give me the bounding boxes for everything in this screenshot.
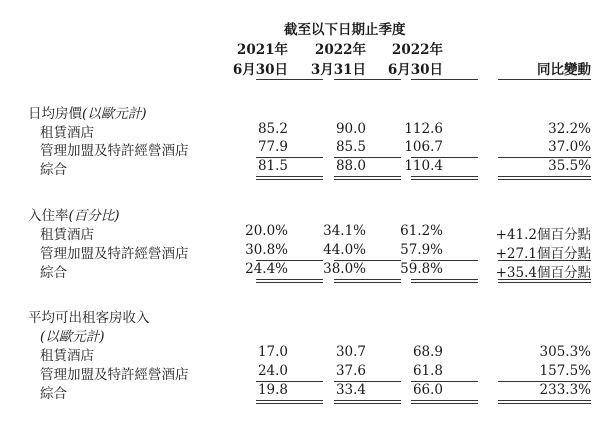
table-cell: 157.5%: [539, 363, 591, 379]
section-title-suffix: (以歐元計): [40, 329, 105, 345]
col2-year: 2022年: [314, 42, 366, 58]
table-cell: 61.8: [412, 363, 443, 379]
table-cell: 30.7: [335, 344, 366, 360]
table-cell: 85.2: [257, 121, 288, 137]
table-cell: 66.0: [412, 382, 443, 398]
row-label: 租賃酒店: [40, 348, 94, 364]
table-cell: 38.0%: [323, 261, 366, 277]
section-title-occupancy: [28, 204, 120, 224]
table-cell: +27.1個百分點: [495, 246, 591, 262]
total-rule: [334, 279, 401, 283]
total-rule: [411, 176, 478, 180]
change-label: 同比變動: [537, 62, 591, 78]
row-label: 管理加盟及特許經營酒店: [40, 246, 189, 262]
total-rule: [411, 400, 478, 404]
table-cell: 17.0: [257, 344, 288, 360]
header-rule-1: [256, 79, 323, 80]
table-cell: 305.3%: [539, 344, 591, 360]
table-cell: 61.2%: [400, 223, 443, 239]
total-rule: [411, 279, 478, 283]
total-rule: [256, 176, 323, 180]
total-rule: [256, 400, 323, 404]
total-rule: [334, 400, 401, 404]
row-label: 綜合: [40, 162, 67, 178]
row-label: 管理加盟及特許經營酒店: [40, 367, 189, 383]
table-cell: 24.0: [257, 363, 288, 379]
header-rule-2: [334, 79, 401, 80]
table-cell: +41.2個百分點: [495, 227, 591, 243]
table-cell: 33.4: [335, 382, 366, 398]
table-cell: 81.5: [257, 158, 288, 174]
table-cell: 57.9%: [400, 242, 443, 258]
table-cell: 110.4: [404, 158, 443, 174]
table-cell: 68.9: [412, 344, 443, 360]
row-label: 租賃酒店: [40, 227, 94, 243]
table-cell: 59.8%: [400, 261, 443, 277]
col1-year: 2021年: [236, 42, 288, 58]
table-cell: 77.9: [257, 139, 288, 155]
table-cell: +35.4個百分點: [495, 265, 591, 281]
table-cell: 19.8: [257, 382, 288, 398]
table-cell: 37.6: [335, 363, 366, 379]
table-cell: 88.0: [335, 158, 366, 174]
total-rule: [256, 279, 323, 283]
table-cell: 24.4%: [245, 261, 288, 277]
row-label: 綜合: [40, 265, 67, 281]
section-title-text: 日均房價: [28, 106, 82, 122]
table-cell: 35.5%: [548, 158, 591, 174]
section-title-text: 入住率: [28, 208, 69, 224]
total-rule: [498, 400, 591, 404]
section-title-suffix: (以歐元計): [82, 106, 147, 122]
table-cell: 34.1%: [323, 223, 366, 239]
table-cell: 44.0%: [323, 242, 366, 258]
row-label: 管理加盟及特許經營酒店: [40, 143, 189, 159]
table-cell: 112.6: [404, 121, 443, 137]
table-cell: 85.5: [335, 139, 366, 155]
total-rule: [334, 176, 401, 180]
table-cell: 37.0%: [548, 139, 591, 155]
row-label: 綜合: [40, 386, 67, 402]
col3-year: 2022年: [391, 42, 443, 58]
header-rule-4: [498, 79, 591, 80]
table-cell: 20.0%: [245, 223, 288, 239]
table-cell: 32.2%: [548, 121, 591, 137]
table-cell: 90.0: [335, 121, 366, 137]
col2-date: 3月31日: [310, 62, 366, 78]
col1-date: 6月30日: [232, 62, 288, 78]
period-title: 截至以下日期止季度: [284, 22, 406, 38]
table-cell: 233.3%: [539, 382, 591, 398]
section-title-revpar: 平均可出租客房收入: [28, 310, 150, 326]
section-title-suffix: (百分比): [68, 208, 120, 224]
section-title-adr: [28, 102, 147, 122]
table-cell: 30.8%: [245, 242, 288, 258]
total-rule: [498, 176, 591, 180]
row-label: 租賃酒店: [40, 125, 94, 141]
total-rule: [498, 279, 591, 283]
col3-date: 6月30日: [387, 62, 443, 78]
table-cell: 106.7: [404, 139, 443, 155]
header-rule-3: [411, 79, 478, 80]
